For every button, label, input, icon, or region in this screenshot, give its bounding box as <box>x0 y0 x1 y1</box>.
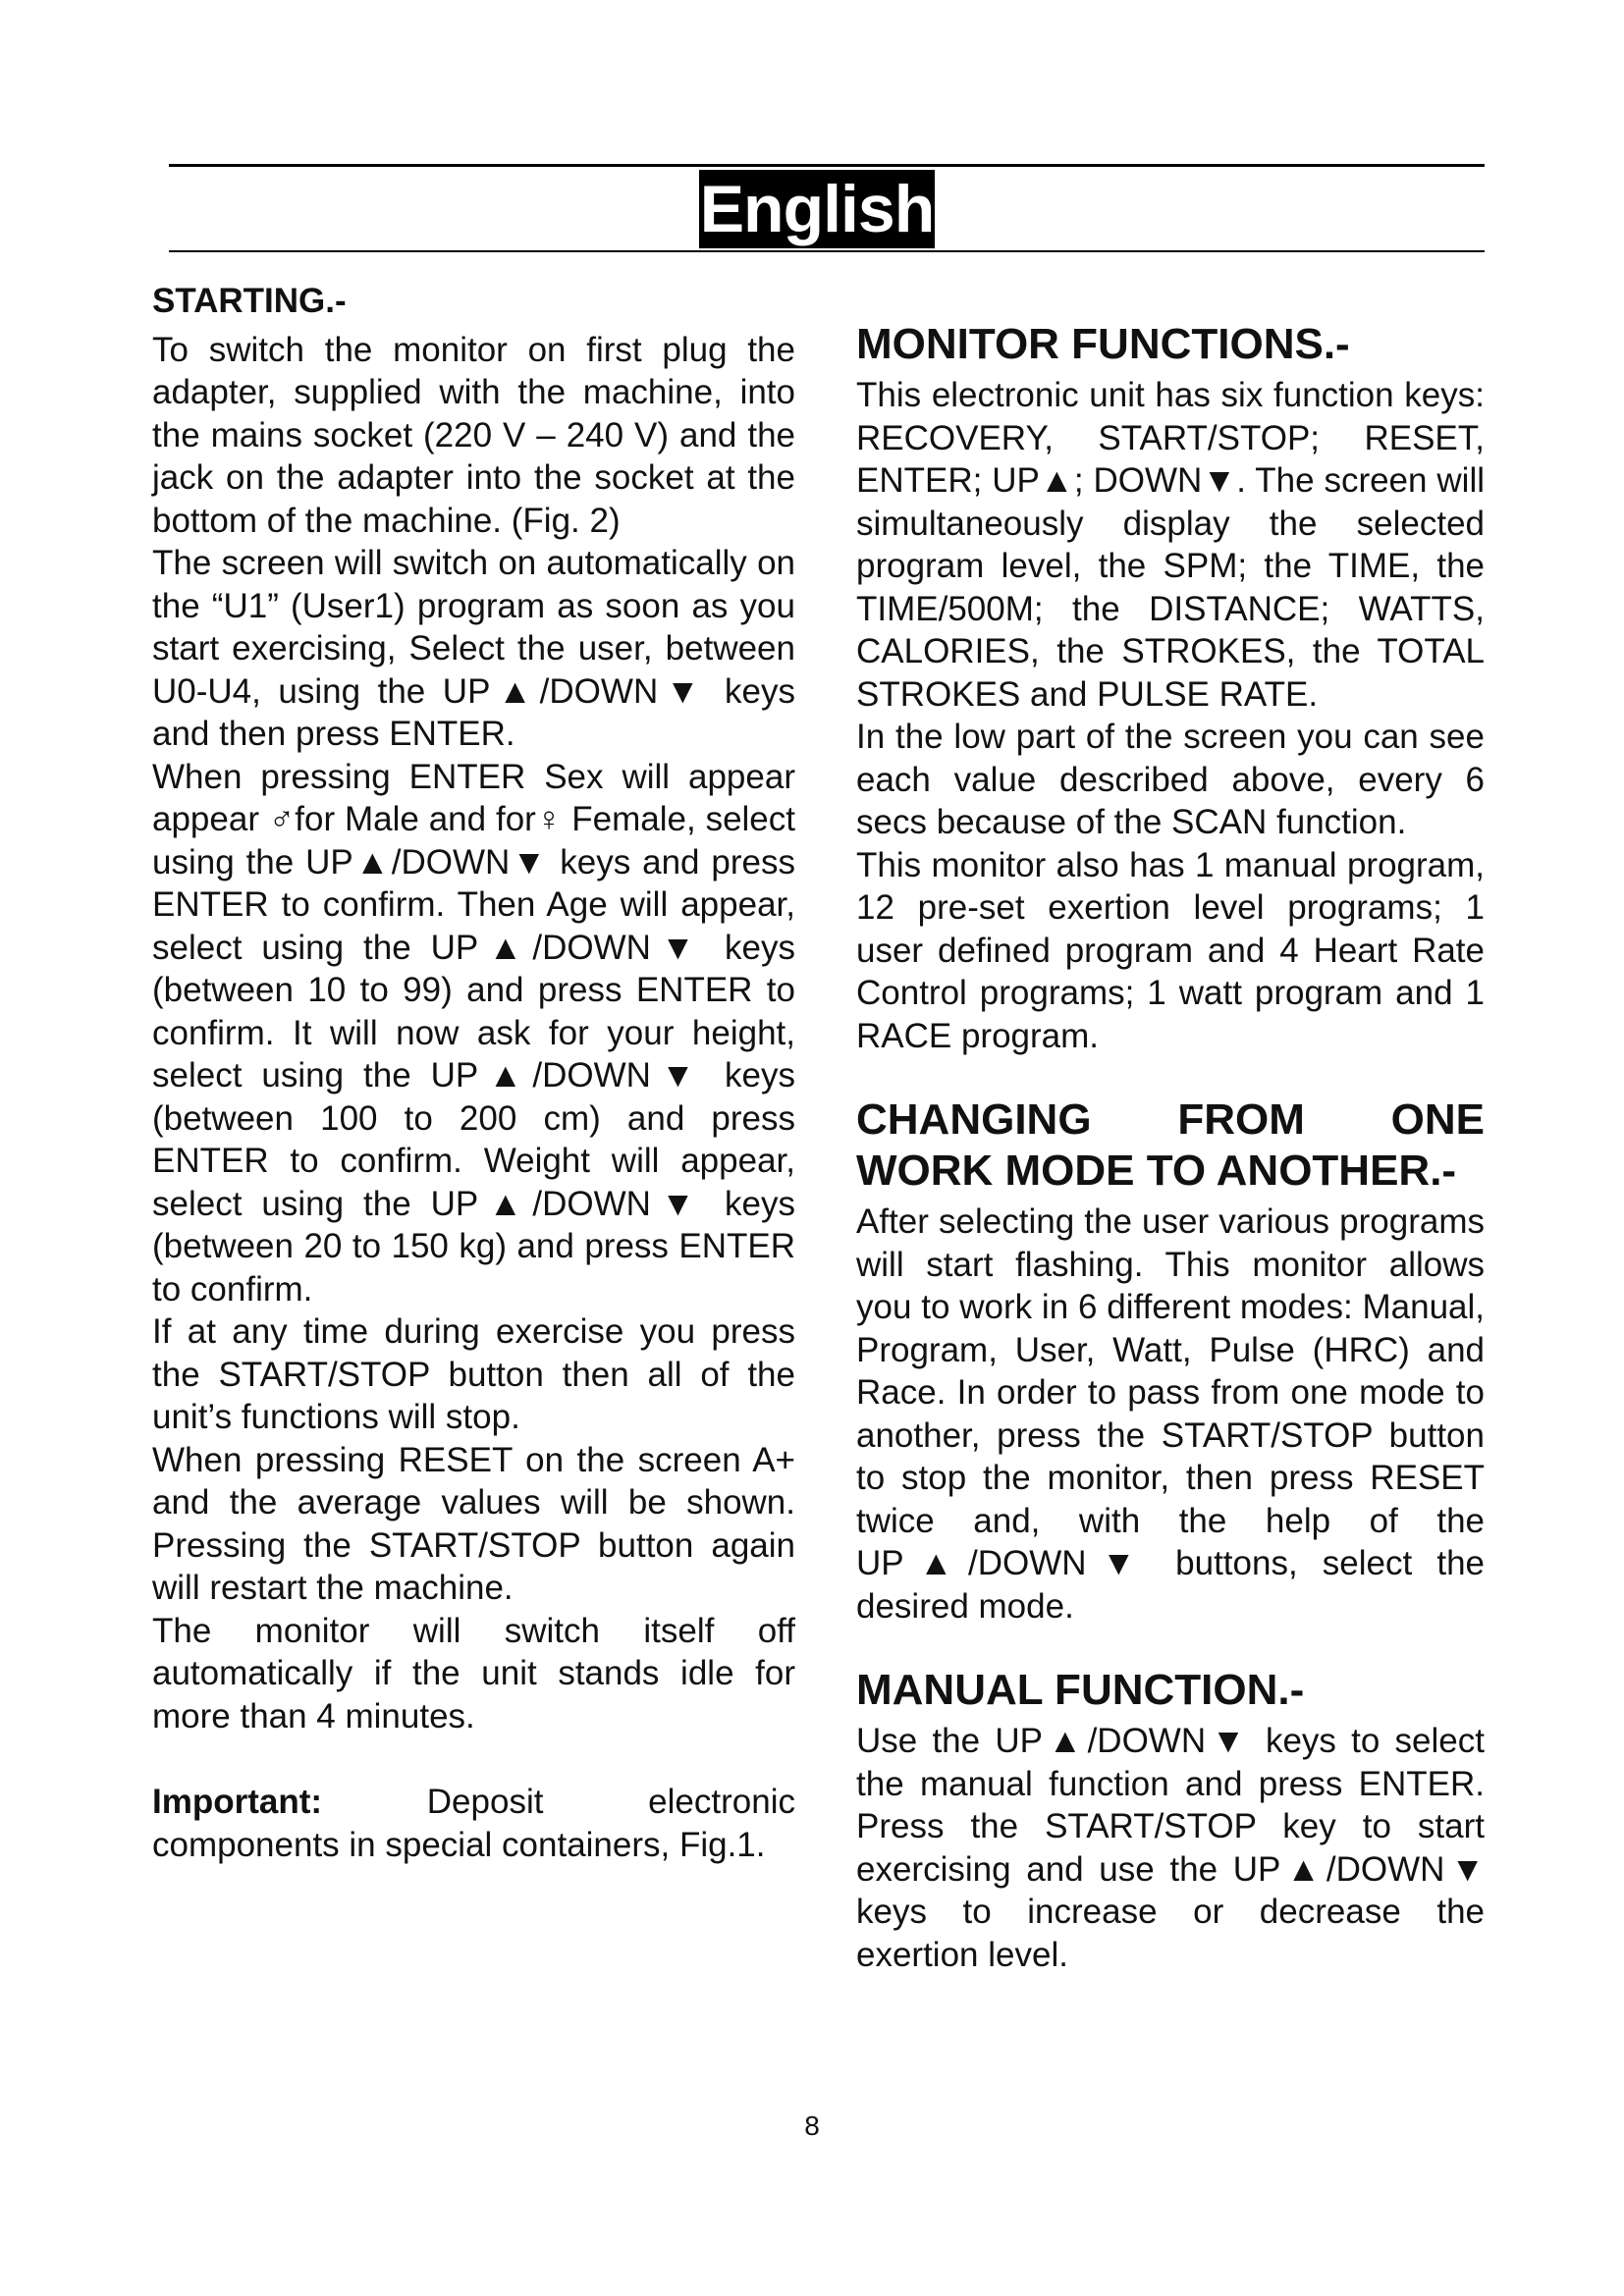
monitor-paragraph-1: This electronic unit has six function keys: RECOVERY, START/STOP; RESET, ENTER; UP▲; DOWN▼. The screen will simultaneously display the selected program level, the SPM; the TIME, the TIME/500M; the DISTANCE; WATTS, CALORIES, the STROKES, the TOTAL STROKES and PULSE RATE. <box>856 376 1485 714</box>
starting-paragraph-4: If at any time during exercise you press the START/STOP button then all of the unit’s functions will stop. <box>152 1312 795 1436</box>
header-top-rule <box>169 164 1485 167</box>
monitor-paragraph-2: In the low part of the screen you can see each value described above, every 6 secs because of the SCAN function. <box>856 718 1485 841</box>
changing-mode-heading-line-1: CHANGING FROM ONE <box>856 1095 1485 1144</box>
changing-mode-heading-line-2: WORK MODE TO ANOTHER.- <box>856 1147 1457 1195</box>
page-number: 8 <box>804 2110 820 2141</box>
monitor-paragraph-3: This monitor also has 1 manual program, 12 pre-set exertion level programs; 1 user defined program and 4 Heart Rate Control programs; 1 watt program and 1 RACE program. <box>856 845 1485 1055</box>
changing-mode-paragraph: After selecting the user various programs will start flashing. This monitor allows you to work in 6 different modes: Manual, Program, User, Watt, Pulse (HRC) and Race. In order to pass from one mode to another, press the START/STOP button to stop the monitor, then press RESET twice and, with the help of the UP▲/DOWN▼ buttons, select the desired mode. <box>856 1202 1485 1626</box>
language-label: English <box>699 172 935 246</box>
important-label: Important: <box>152 1783 323 1821</box>
important-note <box>152 1781 795 1866</box>
important-text: Deposit electronic components in special containers, Fig.1. <box>152 1783 795 1864</box>
header-bottom-rule <box>169 250 1485 252</box>
manual-function-paragraph: Use the UP▲/DOWN▼ keys to select the manual function and press ENTER. Press the START/STOP key to start exercising and use the UP▲/DOWN▼ keys to increase or decrease the exertion level. <box>856 1722 1485 1974</box>
starting-heading: STARTING.- <box>152 282 347 320</box>
starting-paragraph-6: The monitor will switch itself off automatically if the unit stands idle for more than 4 minutes. <box>152 1611 795 1735</box>
manual-function-heading: MANUAL FUNCTION.- <box>856 1666 1305 1714</box>
starting-paragraph-3: When pressing ENTER Sex will appear appear ♂for Male and for♀ Female, select using the UP▲/DOWN▼ keys and press ENTER to confirm. Then Age will appear, select using the UP▲/DOWN▼ keys (between 10 to 99) and press ENTER to confirm. It will now ask for your height, select using the UP▲/DOWN▼ keys (between 100 to 200 cm) and press ENTER to confirm. Weight will appear, select using the UP▲/DOWN▼ keys (between 20 to 150 kg) and press ENTER to confirm. <box>152 757 795 1308</box>
monitor-functions-heading: MONITOR FUNCTIONS.- <box>856 320 1350 368</box>
right-column <box>856 319 1485 1976</box>
starting-paragraph-5: When pressing RESET on the screen A+ and the average values will be shown. Pressing the START/STOP button again will restart the machine. <box>152 1440 795 1607</box>
starting-paragraph-2: The screen will switch on automatically on the “U1” (User1) program as soon as you start exercising, Select the user, between U0-U4, using the UP▲/DOWN▼ keys and then press ENTER. <box>152 544 795 753</box>
starting-paragraph-1: To switch the monitor on first plug the adapter, supplied with the machine, into the mains socket (220 V – 240 V) and the jack on the adapter into the socket at the bottom of the machine. (Fig. 2) <box>152 330 795 540</box>
left-column <box>152 280 795 1866</box>
changing-mode-heading <box>856 1095 1485 1197</box>
